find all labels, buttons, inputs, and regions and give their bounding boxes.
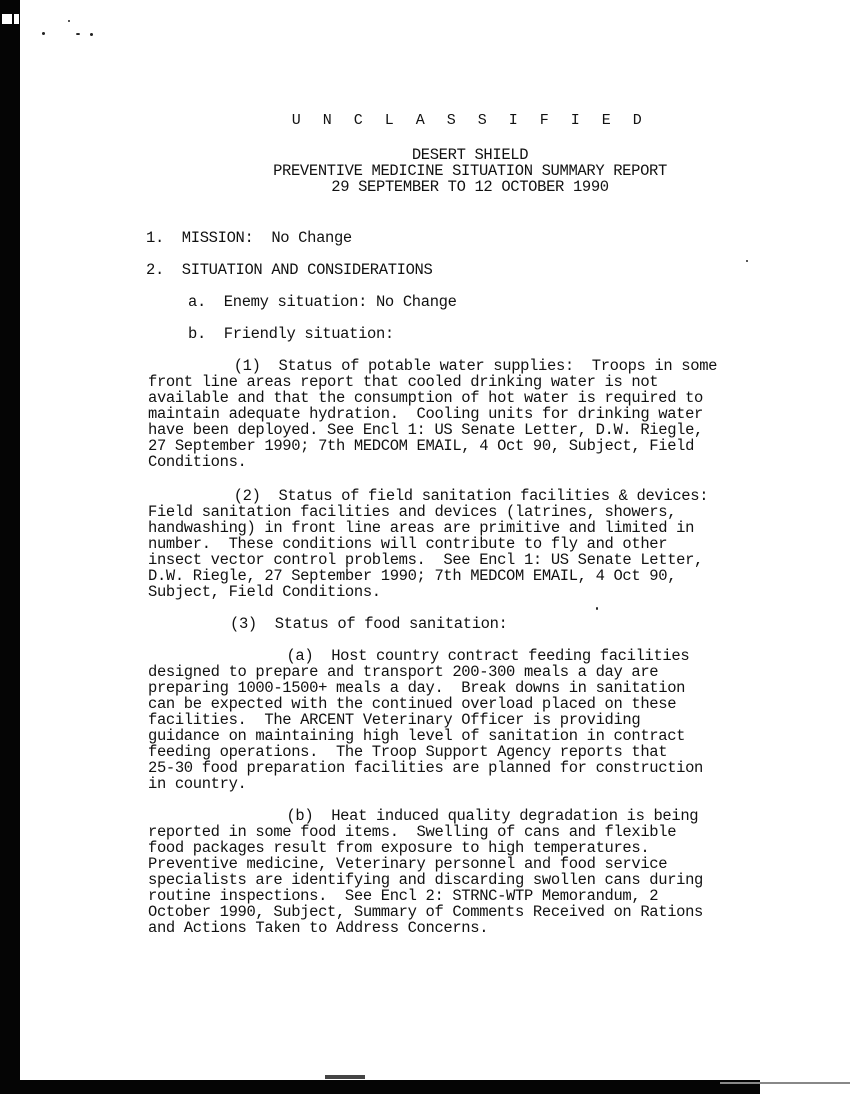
paragraph-line: facilities. The ARCENT Veterinary Officer is providing xyxy=(148,711,641,729)
paragraph-line: insect vector control problems. See Encl 1: US Senate Letter, xyxy=(148,551,703,569)
paragraph-line: and Actions Taken to Address Concerns. xyxy=(148,919,489,937)
paragraph-line: specialists are identifying and discarding swollen cans during xyxy=(148,871,703,889)
paragraph-line: October 1990, Subject, Summary of Comments Received on Rations xyxy=(148,903,703,921)
paragraph-line: (1) Status of potable water supplies: Troops in some xyxy=(180,357,718,375)
paragraph-line: 25-30 food preparation facilities are planned for construction xyxy=(148,759,703,777)
classification-marking: U N C L A S S I F I E D xyxy=(291,112,649,129)
paragraph-line: can be expected with the continued overload placed on these xyxy=(148,695,677,713)
paragraph-line: Conditions. xyxy=(148,453,247,471)
paragraph-line: Subject, Field Conditions. xyxy=(148,583,381,601)
paragraph-line: number. These conditions will contribute to fly and other xyxy=(148,535,668,553)
report-period: 29 SEPTEMBER TO 12 OCTOBER 1990 xyxy=(331,178,609,196)
operation-name: DESERT SHIELD xyxy=(411,146,529,164)
paragraph-line: available and that the consumption of hot water is required to xyxy=(148,389,703,407)
paragraph-line: designed to prepare and transport 200-300 meals a day are xyxy=(148,663,659,681)
paragraph-line: (b) Heat induced quality degradation is being xyxy=(188,807,699,825)
enemy-situation: a. Enemy situation: No Change xyxy=(188,293,457,311)
paragraph-line: D.W. Riegle, 27 September 1990; 7th MEDCOM EMAIL, 4 Oct 90, xyxy=(148,567,677,585)
paragraph-line: feeding operations. The Troop Support Agency reports that xyxy=(148,743,668,761)
paragraph-line: guidance on maintaining high level of sanitation in contract xyxy=(148,727,686,745)
situation-heading: 2. SITUATION AND CONSIDERATIONS xyxy=(146,261,433,279)
report-title: PREVENTIVE MEDICINE SITUATION SUMMARY REPORT xyxy=(273,162,667,180)
paragraph-line: handwashing) in front line areas are primitive and limited in xyxy=(148,519,695,537)
paragraph-line: food packages result from exposure to high temperatures. xyxy=(148,839,650,857)
paragraph-line: Preventive medicine, Veterinary personnel and food service xyxy=(148,855,668,873)
paragraph-line: maintain adequate hydration. Cooling units for drinking water xyxy=(148,405,703,423)
paragraph-line: (2) Status of field sanitation facilities & devices: xyxy=(180,487,709,505)
paragraph-line: front line areas report that cooled drinking water is not xyxy=(148,373,659,391)
paragraph-line: have been deployed. See Encl 1: US Senate Letter, D.W. Riegle, xyxy=(148,421,703,439)
paragraph-line: reported in some food items. Swelling of cans and flexible xyxy=(148,823,677,841)
paragraph-line: (a) Host country contract feeding facilities xyxy=(188,647,690,665)
paragraph-line: Field sanitation facilities and devices (latrines, showers, xyxy=(148,503,677,521)
paragraph-line: preparing 1000-1500+ meals a day. Break downs in sanitation xyxy=(148,679,686,697)
mission-line: 1. MISSION: No Change xyxy=(146,229,352,247)
friendly-situation: b. Friendly situation: xyxy=(188,325,394,343)
paragraph-line: in country. xyxy=(148,775,247,793)
food-sanitation-heading: (3) Status of food sanitation: xyxy=(230,615,508,633)
paragraph-line: 27 September 1990; 7th MEDCOM EMAIL, 4 Oct 90, Subject, Field xyxy=(148,437,695,455)
paragraph-line: routine inspections. See Encl 2: STRNC-WTP Memorandum, 2 xyxy=(148,887,659,905)
